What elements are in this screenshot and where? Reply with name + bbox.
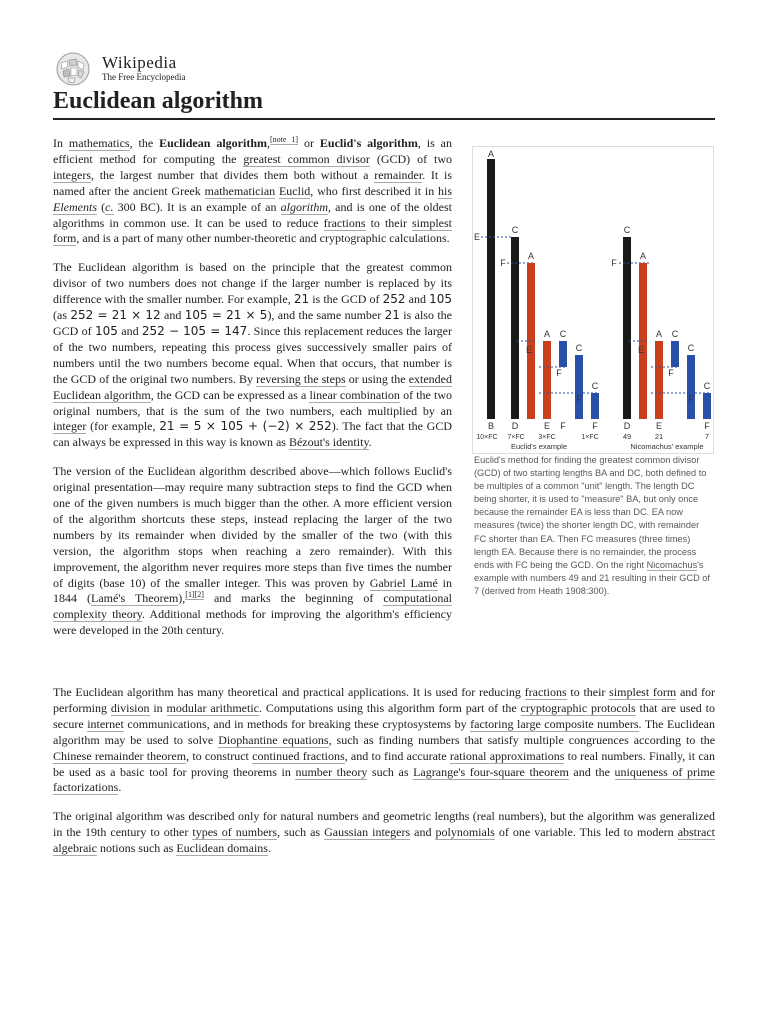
- text: , the GCD can be expressed as a: [150, 387, 310, 402]
- link-extended-euclidean[interactable]: extended Euclidean algorithm: [53, 371, 452, 402]
- label-nf: F: [704, 421, 710, 431]
- link-unique-factorization[interactable]: uniqueness of prime factorizations: [53, 764, 715, 795]
- text: and for performing: [53, 685, 716, 715]
- applications-section: [53, 685, 715, 870]
- link-euclid[interactable]: Euclid: [278, 183, 311, 198]
- paragraph-2: [53, 260, 452, 451]
- label-ne: E: [655, 421, 663, 431]
- link-remainder[interactable]: remainder: [374, 167, 423, 182]
- link-nicomachus[interactable]: Nicomachus: [646, 559, 698, 570]
- text: In: [53, 136, 69, 150]
- label-f-mark2: F: [556, 368, 562, 378]
- text: and: [117, 323, 142, 338]
- text: Euclid's method for finding the greatest common divisor (GCD) of two starting lengths BA and DC, both defined to be multiples of a common "unit" length. The length DC being shorter, it is used to "measure" BA, but only once because the remainder EA is less than DC. EA now measures (twice) the shorter length DC, with remainder FC shorter than EA. Then FC measures (three times) length EA. Because there is no remainder, the process ends with FC being the GCD. On the right: [474, 455, 707, 570]
- label-nc3: C: [687, 343, 695, 353]
- bar-fc-7-unit: [703, 393, 711, 419]
- label-f2: F: [592, 421, 598, 431]
- text: and: [410, 825, 436, 840]
- reference-links[interactable]: [1][2]: [185, 590, 204, 600]
- label-a: A: [487, 149, 495, 159]
- euclid-example-caption: Euclid's example: [510, 442, 568, 451]
- label-nf-mark: F: [611, 258, 617, 268]
- label-e-mark: E: [473, 232, 481, 242]
- text: and: [405, 292, 430, 307]
- link-simplest-form[interactable]: simplest form: [53, 215, 452, 246]
- math: 252: [382, 292, 406, 307]
- bar-fc-7: [671, 341, 679, 367]
- link-lames-theorem[interactable]: Lamé's Theorem: [91, 591, 179, 606]
- text: or using the: [345, 371, 409, 386]
- link-integers[interactable]: integers: [53, 167, 91, 182]
- bar-fc-small: [575, 355, 583, 419]
- label-b: B: [487, 421, 495, 431]
- value-7fc: 7×FC: [507, 434, 525, 441]
- value-49: 49: [622, 432, 632, 441]
- text: . It is named after the ancient Greek: [53, 167, 452, 198]
- text: , and to find accurate: [344, 748, 450, 763]
- value-1fc: 1×FC: [581, 434, 599, 441]
- text: The Euclidean algorithm is based on the principle that the greatest common divisor of two numbers does not change if the larger number is replaced by its difference with the smaller number. For example,: [53, 260, 452, 307]
- text: , the: [129, 136, 160, 150]
- label-f-mark3: F: [576, 394, 582, 404]
- text: is the GCD of: [309, 292, 383, 307]
- text: of the two original numbers, that is the sum of the two numbers, each multiplied by an: [53, 387, 453, 418]
- text: The Euclidean algorithm has many theoretical and practical applications. It is used for reducing: [53, 685, 525, 699]
- text: such as: [367, 764, 414, 779]
- paragraph-1: [53, 136, 452, 247]
- link-polynomials[interactable]: polynomials: [435, 825, 495, 840]
- label-na2: A: [655, 329, 663, 339]
- bar-fc-unit: [591, 393, 599, 419]
- link-rational-approximations[interactable]: rational approximations: [449, 748, 565, 763]
- bar-fc: [559, 341, 567, 367]
- link-gabriel-lame[interactable]: Gabriel Lamé: [369, 575, 438, 590]
- wikipedia-tagline: The Free Encyclopedia: [102, 72, 186, 82]
- bold-term: Euclid's algorithm: [319, 136, 418, 150]
- text: The version of the Euclidean algorithm described above—which follows Euclid's original presentation—may require many subtraction steps to find the GCD when one of the given numbers is much bigger than the other. A more efficient version of the algorithm shortcuts these steps, instead replacing the larger of the two numbers by its remainder when divided by the smaller of the two (with this version, the algorithm stops when reaching a zero remainder). With this improvement, the algorithm never requires more steps than five times the number of digits (base 10) of the smaller integer. This was proven by: [53, 464, 452, 590]
- math: 252 = 21 × 12: [70, 308, 161, 323]
- bars-diagram: [473, 147, 713, 453]
- text: to their: [365, 215, 412, 230]
- label-c2: C: [559, 329, 567, 339]
- text: that are used to secure: [53, 700, 715, 731]
- text: , to construct: [186, 748, 253, 763]
- bar-dc: [511, 237, 519, 419]
- link-algorithm[interactable]: [281, 200, 328, 215]
- value-10fc: 10×FC: [476, 434, 498, 441]
- label-nc4: C: [703, 381, 711, 391]
- link-euclidean-domains[interactable]: Euclidean domains: [176, 841, 268, 856]
- text: , such as finding numbers that satisfy multiple congruences according to the: [328, 732, 716, 747]
- label-c: C: [511, 225, 519, 235]
- link-continued-fractions[interactable]: continued fractions: [252, 748, 345, 763]
- text: of one variable. This led to modern: [494, 825, 678, 840]
- link-abstract-algebraic[interactable]: abstract algebraic: [53, 825, 715, 856]
- value-7: 7: [704, 432, 710, 441]
- link-chinese-remainder[interactable]: Chinese remainder theorem: [53, 748, 187, 763]
- label-e-mark2: E: [525, 345, 533, 355]
- note-1-link[interactable]: [note 1]: [270, 135, 299, 144]
- link-mathematics[interactable]: mathematics: [68, 136, 130, 150]
- text: , and is one of the oldest algorithms in common use. It can be used to reduce: [53, 199, 452, 230]
- paragraph-4: [53, 685, 715, 796]
- label-na: A: [639, 251, 647, 261]
- label-nf-mark2: F: [668, 368, 674, 378]
- link-linear-combination[interactable]: linear combination: [309, 387, 400, 402]
- text: ), and the same number: [267, 308, 385, 323]
- text: , is an efficient method for computing the: [53, 136, 452, 166]
- math: 252 − 105 = 147: [141, 323, 248, 338]
- text: algorithm: [280, 199, 328, 214]
- text: . Since this replacement reduces the larger of the two numbers, repeating this process gives successively smaller pairs of numbers until the two numbers become equal. When that occurs, that number is the GCD of the original two numbers. By: [53, 323, 452, 386]
- math: 105: [95, 323, 118, 338]
- bar-ea-21-b: [655, 341, 663, 419]
- link-number-theory[interactable]: number theory: [295, 764, 368, 779]
- label-d: D: [511, 421, 519, 431]
- link-gaussian-integers[interactable]: Gaussian integers: [324, 825, 411, 840]
- text: . Additional methods for improving the algorithm's efficiency were developed in the 20th century.: [53, 607, 452, 638]
- label-e: E: [543, 421, 551, 431]
- text: ). The fact that the GCD can always be expressed in this way is known as: [53, 419, 452, 450]
- label-a2: A: [527, 251, 535, 261]
- label-a3: A: [543, 329, 551, 339]
- text: c.: [105, 199, 114, 214]
- math: 21: [384, 308, 400, 323]
- math: 21: [293, 292, 310, 307]
- text: ,: [267, 136, 271, 150]
- link-fractions[interactable]: fractions: [323, 215, 366, 230]
- page-title: Euclidean algorithm: [53, 88, 715, 120]
- label-nd: D: [623, 421, 631, 431]
- link-integer[interactable]: integer: [53, 419, 87, 434]
- text: (as: [53, 308, 71, 323]
- text: (GCD) of two: [369, 151, 453, 166]
- text: . The Euclidean algorithm may be used to solve: [53, 716, 715, 747]
- label-ne-mark: E: [637, 345, 645, 355]
- euclid-method-figure[interactable]: [472, 146, 714, 454]
- text: and marks the beginning of: [203, 591, 384, 606]
- math: 21 = 5 × 105 + (−2) × 252: [159, 419, 332, 434]
- link-diophantine[interactable]: Diophantine equations: [218, 732, 329, 747]
- bold-term: Euclidean algorithm: [159, 136, 268, 150]
- link-lagrange[interactable]: Lagrange's four-square theorem: [413, 764, 569, 779]
- text: or: [298, 136, 320, 150]
- wikipedia-wordmark[interactable]: Wikipedia: [102, 53, 177, 72]
- text: to real numbers. Finally, it can be used as a basic tool for proving theorems in: [53, 748, 715, 779]
- label-nc: C: [623, 225, 631, 235]
- text: to their: [566, 685, 610, 699]
- text: 300 BC). It is an example of an: [113, 199, 281, 214]
- math: 105 = 21 × 5: [184, 308, 268, 323]
- text: and: [160, 308, 185, 323]
- bar-ea-small: [543, 341, 551, 419]
- text: The original algorithm was described only for natural numbers and geometric lengths (real numbers), but the algorithm was generalized in the 19th century to other: [53, 809, 715, 840]
- math: 105: [429, 292, 452, 307]
- nicomachus-example-caption: Nicomachus' example: [630, 442, 704, 451]
- site-header: [53, 49, 733, 89]
- text: in 1844 (: [53, 575, 452, 606]
- label-nc2: C: [671, 329, 679, 339]
- link-bezout[interactable]: Bézout's identity: [288, 435, 369, 450]
- link-computational-complexity[interactable]: computational complexity theory: [53, 591, 452, 622]
- link-modular-arithmetic[interactable]: modular arithmetic: [166, 700, 259, 715]
- paragraph-5: [53, 809, 715, 857]
- text: .: [267, 841, 271, 856]
- label-nf-mark3: F: [688, 394, 694, 404]
- link-circa[interactable]: [105, 200, 113, 215]
- text: and the: [568, 764, 615, 779]
- value-3fc: 3×FC: [538, 434, 556, 441]
- figure-caption: [474, 454, 710, 598]
- text: (for example,: [86, 419, 160, 434]
- text: is also the GCD of: [53, 308, 453, 338]
- text: communications, and in methods for breaking these cryptosystems by: [123, 716, 471, 731]
- value-21: 21: [654, 432, 664, 441]
- text: 's example with numbers 49 and 21 resulting in their GCD of 7 (derived from Heath 1908:300).: [474, 559, 710, 596]
- label-c4: C: [591, 381, 599, 391]
- link-reversing-steps[interactable]: reversing the steps: [256, 371, 346, 386]
- text: (: [97, 199, 106, 214]
- bar-dc-49: [623, 237, 631, 419]
- link-division[interactable]: division: [110, 700, 150, 715]
- link-cryptographic-protocols[interactable]: cryptographic protocols: [520, 700, 636, 715]
- text: . Computations using this algorithm form part of the: [259, 700, 521, 715]
- link-fractions-2[interactable]: fractions: [524, 685, 567, 699]
- text: , who first described it in: [310, 183, 438, 198]
- link-simplest-form-2[interactable]: simplest form: [609, 685, 677, 699]
- text: ),: [178, 591, 186, 606]
- bar-fc-7-b: [687, 355, 695, 419]
- text: .: [118, 780, 122, 795]
- paragraph-3: [53, 464, 452, 639]
- text: .: [368, 435, 372, 450]
- text: , and is a part of many other number-theoretic and cryptographic calculations.: [76, 231, 450, 246]
- text: , the largest number that divides them both without a: [91, 167, 375, 182]
- link-gcd[interactable]: greatest common divisor: [243, 151, 370, 166]
- label-f-mark: F: [500, 258, 506, 268]
- label-f: F: [560, 421, 566, 431]
- text: , such as: [277, 825, 325, 840]
- label-c3: C: [575, 343, 583, 353]
- link-factoring[interactable]: factoring large composite numbers: [470, 716, 639, 731]
- intro-column: [53, 136, 452, 652]
- text: in: [149, 700, 167, 715]
- text: his: [438, 183, 453, 198]
- text: notions such as: [96, 841, 177, 856]
- text: Elements: [53, 199, 97, 214]
- link-types-of-numbers[interactable]: types of numbers: [192, 825, 278, 840]
- link-mathematician[interactable]: mathematician: [204, 183, 276, 198]
- bar-ba: [487, 159, 495, 419]
- wikipedia-globe-logo[interactable]: [53, 51, 93, 87]
- link-internet[interactable]: internet: [87, 716, 124, 731]
